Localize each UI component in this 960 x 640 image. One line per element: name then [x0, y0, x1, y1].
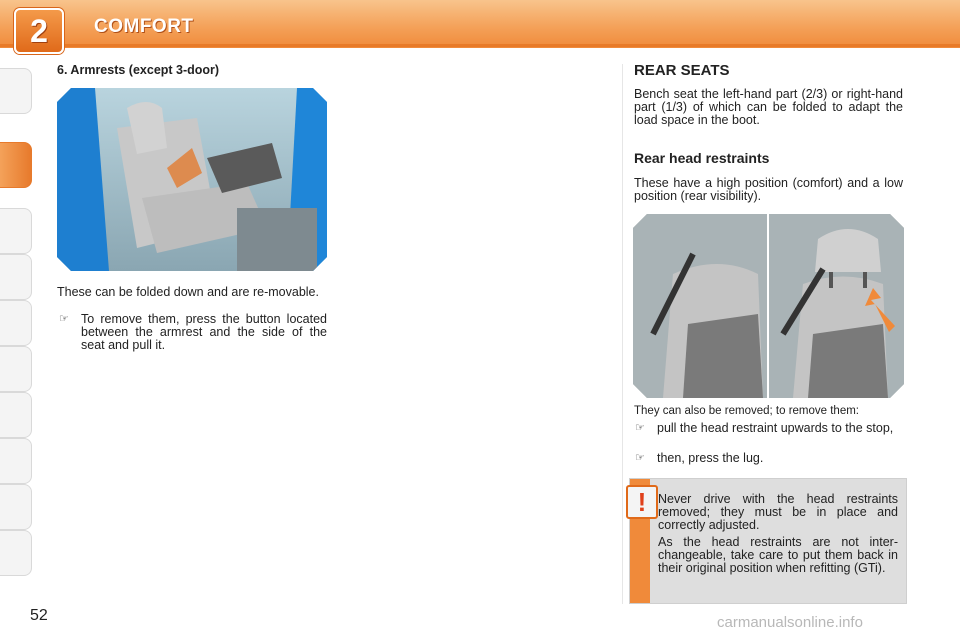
chapter-tab-7[interactable] — [0, 392, 32, 438]
chapter-tabs — [0, 68, 34, 578]
hand-pointer-icon: ☞ — [635, 452, 645, 464]
rear-seats-description: Bench seat the left-hand part (2/3) or right-hand part (1/3) of which can be folded to adapt the load space in the boot. — [634, 87, 903, 127]
removal-step-1 — [635, 421, 903, 435]
page-number: 52 — [30, 607, 48, 624]
rear-seats-heading: REAR SEATS — [634, 62, 730, 79]
column-divider — [622, 64, 623, 604]
rear-head-restraints-heading: Rear head restraints — [634, 150, 770, 166]
chapter-tab-3[interactable] — [0, 208, 32, 254]
removal-step-1-text: pull the head restraint upwards to the stop, — [657, 421, 894, 435]
chapter-tab-5[interactable] — [0, 300, 32, 346]
removal-step-2 — [635, 451, 903, 465]
armrest-removal-step — [59, 312, 327, 352]
head-restraint-illustration — [633, 214, 904, 398]
removal-step-2-text: then, press the lug. — [657, 451, 764, 465]
exclamation-icon: ! — [626, 485, 658, 519]
armrest-illustration — [57, 88, 327, 271]
chapter-tab-6[interactable] — [0, 346, 32, 392]
chapter-number: 2 — [30, 13, 48, 49]
armrest-photo — [57, 88, 327, 271]
chapter-tab-4[interactable] — [0, 254, 32, 300]
header-rule — [0, 44, 960, 47]
armrests-description: These can be folded down and are re-movable. — [57, 285, 319, 299]
hand-pointer-icon: ☞ — [635, 422, 645, 434]
warning-text-1: Never drive with the head restraints removed; they must be in place and correctly adjusted. — [658, 492, 898, 532]
chapter-badge — [14, 8, 64, 54]
head-restraint-positions: These have a high position (comfort) and a low position (rear visibility). — [634, 176, 903, 203]
chapter-tab-8[interactable] — [0, 438, 32, 484]
chapter-tab-9[interactable] — [0, 484, 32, 530]
chapter-tab-10[interactable] — [0, 530, 32, 576]
watermark: carmanualsonline.info — [717, 614, 863, 631]
chapter-tab-1[interactable] — [0, 68, 32, 114]
head-restraint-photo — [633, 214, 904, 398]
armrest-removal-text: To remove them, press the button located between the armrest and the side of the seat and pull it. — [81, 312, 327, 352]
warning-text-2: As the head restraints are not inter-changeable, take care to put them back in their original position when refitting (GTi). — [658, 535, 898, 575]
chapter-tab-2[interactable] — [0, 142, 32, 188]
hand-pointer-icon: ☞ — [59, 313, 69, 325]
removal-caption: They can also be removed; to remove them: — [634, 405, 859, 417]
chapter-title: COMFORT — [94, 16, 194, 37]
armrests-heading: 6. Armrests (except 3-door) — [57, 63, 220, 77]
warning-box — [629, 478, 907, 604]
